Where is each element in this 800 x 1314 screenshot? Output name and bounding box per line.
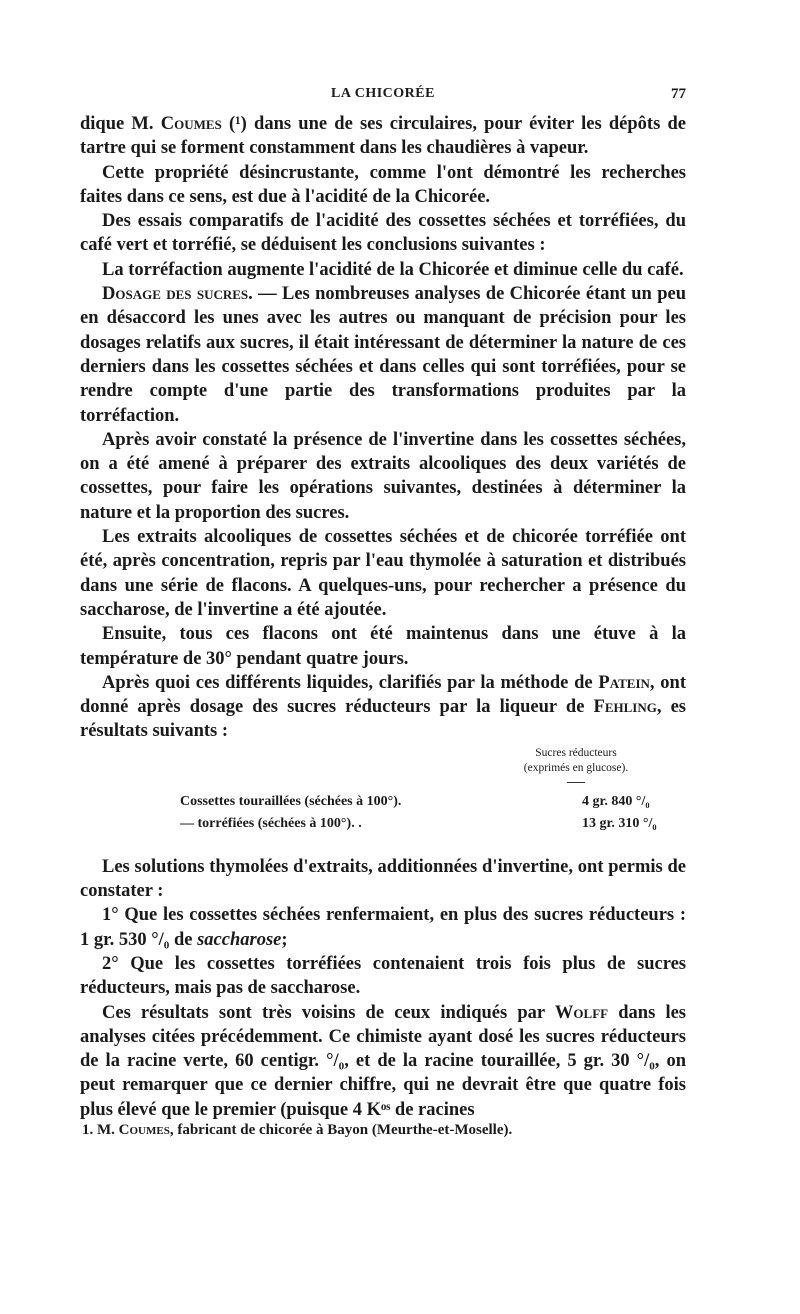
paragraph-11 [80, 903, 686, 952]
section-heading: Dosage des sucres. [102, 284, 253, 305]
italic-term: saccharose [197, 929, 282, 950]
paragraph-6: Après avoir constaté la présence de l'invertine dans les cossettes séchées, on a été amené à préparer des extraits alcooliques des deux variétés de cossettes, pour faire les opérations suivantes, destinées à déterminer la nature et la proportion des sucres. [80, 429, 686, 523]
text-run: — Les nombreuses analyses de Chicorée étant un peu en désaccord les unes avec les autres ou manquant de précision pour les dosages relatifs aux sucres, il était intéressant de déterminer la nature de ces derniers dans les cossettes séchées et dans celles qui sont torréfiées, pour se rendre compte d'une partie des transformations produites par la torréfaction. [80, 284, 686, 426]
paragraph-13 [80, 1001, 686, 1122]
table-row [80, 791, 686, 813]
text-run: dans les analyses citées précédemment. Ce chimiste ayant dosé les sucres réducteurs de la racine verte, 60 centigr. °/₀, et de la racine touraillée, 5 gr. 30 °/₀, on peut remarquer que ce dernier chiffre, qui ne devrait être que quatre fois plus élevé que le premier (puisque 4 Kᵒˢ de racines [80, 1002, 686, 1120]
row-value: 13 gr. 310 °/₀ [582, 815, 657, 831]
row-label: — torréfiées (séchées à 100°). . [180, 815, 362, 831]
running-header [80, 86, 686, 106]
footnote [82, 1122, 686, 1139]
author-name: Coumes [160, 114, 222, 134]
text-run: M. [97, 1122, 119, 1138]
text-run: , es résultats suivants : [80, 697, 686, 742]
author-name: Wolff [554, 1002, 609, 1023]
author-name: Coumes [118, 1122, 170, 1138]
text-run: dans une de ses circulaires, pour éviter les dépôts de tartre qui se forment constamment dans les chaudières à vapeur. [80, 114, 686, 159]
text-run: Ces résultats sont très voisins de ceux indiqués par [102, 1002, 555, 1023]
column-header-line-2: (exprimés en glucose). [523, 761, 629, 774]
page-number: 77 [671, 86, 686, 102]
running-title: LA CHICORÉE [331, 86, 435, 101]
paragraph-8: Ensuite, tous ces flacons ont été maintenus dans une étuve à la température de 30° pendant quatre jours. [80, 624, 686, 669]
paragraph-4: La torréfaction augmente l'acidité de la Chicorée et diminue celle du café. [102, 259, 684, 280]
header-rule [567, 782, 585, 783]
text-run: , ont donné après dosage des sucres réducteurs par la liqueur de [80, 672, 687, 718]
paragraph-12: 2° Que les cossettes torréfiées contenaient trois fois plus de sucres réducteurs, mais pas de saccharose. [80, 953, 686, 999]
text-run: 1° Que les cossettes séchées renfermaient, en plus des sucres réducteurs : 1 gr. 530 °/₀ de [80, 905, 686, 950]
row-value: 4 gr. 840 °/₀ [582, 793, 650, 809]
paragraph-5 [80, 282, 686, 428]
results-table [80, 791, 686, 835]
row-label: Cossettes touraillées (séchées à 100°). [180, 793, 402, 809]
text-run: ; [281, 929, 288, 950]
table-row [80, 813, 686, 835]
column-header-line-1: Sucres réducteurs [535, 746, 617, 759]
text-run: dique M. [80, 114, 161, 134]
author-name: Patein [598, 672, 650, 693]
paragraph-7: Les extraits alcooliques de cossettes séchées et de chicorée torréfiée ont été, après concentration, repris par l'eau thymolée à saturation et distribués dans une série de flacons. A quelques-uns, pour rechercher a présence du saccharose, de l'invertine a été ajoutée. [80, 527, 686, 620]
paragraph-9 [80, 671, 686, 744]
table-column-header [80, 746, 686, 783]
page-body [80, 112, 686, 1122]
footnote-reference: (¹) [228, 114, 247, 134]
author-name: Fehling [593, 697, 657, 718]
paragraph-10: Les solutions thymolées d'extraits, additionnées d'invertine, ont permis de constater : [80, 856, 686, 902]
paragraph-3: Des essais comparatifs de l'acidité des cossettes séchées et torréfiées, du café vert et torréfié, se déduisent les conclusions suivantes : [80, 211, 686, 256]
text-run: Après quoi ces différents liquides, clarifiés par la méthode de [102, 672, 599, 693]
paragraph-2: Cette propriété désincrustante, comme l'ont démontré les recherches faites dans ce sens, est due à l'acidité de la Chicorée. [80, 162, 686, 207]
paragraph-1 [80, 112, 686, 161]
text-run: , fabricant de chicorée à Bayon (Meurthe-et-Moselle). [169, 1122, 513, 1138]
footnote-number: 1. [82, 1122, 94, 1138]
